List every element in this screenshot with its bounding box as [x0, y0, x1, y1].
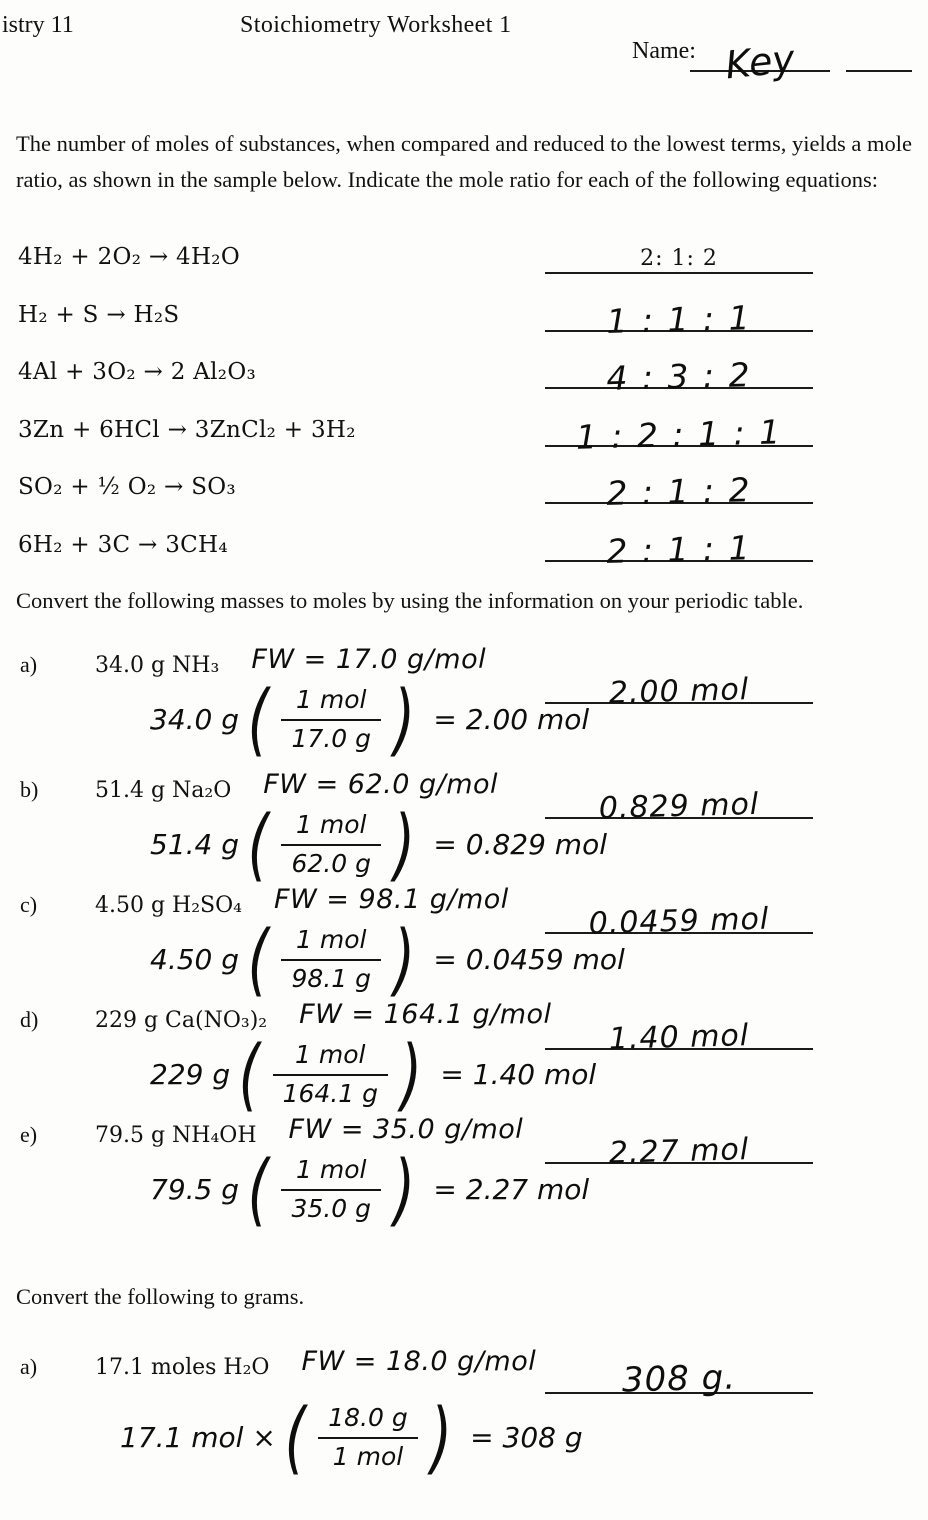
work-result: = 0.0459 mol — [433, 943, 625, 977]
answer-line — [545, 470, 813, 513]
problem-answer: 0.829 mol — [598, 786, 760, 827]
work-prefix: 229 g — [150, 1058, 231, 1092]
fraction — [273, 1041, 388, 1109]
answer-line — [545, 240, 813, 274]
open-paren: ( — [247, 674, 269, 765]
course-label: istry 11 — [2, 12, 74, 38]
work-expression — [150, 799, 607, 890]
close-paren: ) — [400, 1029, 422, 1120]
fraction-numerator: 1 mol — [281, 686, 380, 721]
open-paren: ( — [284, 1392, 306, 1483]
fraction-numerator: 1 mol — [281, 811, 380, 846]
problem-answer: 0.0459 mol — [588, 901, 770, 942]
ratio-answer: 1 : 1 : 1 — [605, 297, 753, 341]
work-expression — [150, 1144, 590, 1235]
answer-line — [545, 355, 813, 398]
ratio-row — [0, 355, 928, 413]
close-paren: ) — [393, 914, 415, 1005]
fraction-denominator: 1 mol — [332, 1441, 404, 1471]
problem-label: e) — [20, 1122, 38, 1147]
work-prefix: 4.50 g — [150, 943, 240, 977]
ratio-answer: 4 : 3 : 2 — [605, 355, 753, 398]
work-prefix: 51.4 g — [150, 828, 240, 862]
work-prefix: 17.1 mol × — [120, 1421, 276, 1455]
ratio-answer: 1 : 2 : 1 : 1 — [575, 411, 783, 457]
equation-text: 4Al + 3O₂ → 2 Al₂O₃ — [18, 359, 257, 385]
problem-head — [20, 999, 552, 1034]
equation-text: 3Zn + 6HCl → 3ZnCl₂ + 3H₂ — [18, 416, 356, 443]
work-expression — [120, 1392, 583, 1483]
answer-line — [545, 1124, 813, 1171]
equation-text: 4H₂ + 2O₂ → 4H₂O — [18, 244, 240, 270]
work-result: = 0.829 mol — [433, 828, 607, 862]
ratio-row — [0, 240, 928, 298]
problem-answer: 308 g. — [621, 1357, 737, 1401]
fraction-denominator: 98.1 g — [291, 963, 371, 993]
problem-given: 51.4 g Na₂O — [95, 778, 232, 803]
ratio-answer: 2 : 1 : 1 — [605, 527, 753, 571]
section-heading-grams: Convert the following to grams. — [16, 1284, 305, 1309]
problem-label: a) — [20, 1354, 38, 1379]
name-label: Name: — [632, 38, 696, 64]
problem-head — [20, 1114, 524, 1149]
problem-label: a) — [20, 652, 38, 677]
close-paren: ) — [393, 674, 415, 765]
fraction-denominator: 35.0 g — [291, 1193, 371, 1223]
work-prefix: 34.0 g — [150, 703, 240, 737]
ratio-answer: 2 : 1 : 2 — [605, 470, 753, 513]
fraction — [281, 926, 380, 994]
open-paren: ( — [247, 1144, 269, 1235]
fraction-numerator: 1 mol — [281, 926, 380, 961]
close-paren: ) — [393, 799, 415, 890]
page-title: Stoichiometry Worksheet 1 — [240, 12, 512, 38]
work-expression — [150, 1029, 597, 1120]
fraction — [281, 811, 380, 879]
equation-text: SO₂ + ½ O₂ → SO₃ — [18, 474, 236, 500]
answer-line — [545, 1354, 813, 1401]
formula-weight-note: FW = 18.0 g/mol — [301, 1346, 537, 1377]
name-value: Key — [723, 36, 797, 88]
problem-given: 4.50 g H₂SO₄ — [95, 893, 242, 918]
ratio-answer: 2: 1: 2 — [640, 246, 718, 271]
problem-answer: 1.40 mol — [608, 1018, 750, 1057]
answer-line — [545, 411, 813, 457]
fraction — [281, 1156, 380, 1224]
close-paren: ) — [393, 1144, 415, 1235]
open-paren: ( — [247, 914, 269, 1005]
open-paren: ( — [238, 1029, 260, 1120]
equation-text: H₂ + S → H₂S — [18, 301, 180, 328]
answer-line — [545, 664, 813, 711]
work-result: = 2.00 mol — [433, 703, 590, 737]
fraction — [318, 1404, 417, 1472]
formula-weight-note: FW = 17.0 g/mol — [251, 644, 487, 675]
ratio-row — [0, 470, 928, 528]
formula-weight-note: FW = 62.0 g/mol — [263, 769, 499, 800]
problem-given: 79.5 g NH₄OH — [95, 1123, 257, 1148]
work-prefix: 79.5 g — [150, 1173, 240, 1207]
work-result: = 2.27 mol — [433, 1173, 590, 1207]
problem-answer: 2.00 mol — [608, 672, 750, 711]
problem-head — [20, 1346, 537, 1381]
problem-label: c) — [20, 892, 38, 917]
problem-given: 229 g Ca(NO₃)₂ — [95, 1008, 268, 1033]
fraction — [281, 686, 380, 754]
intro-paragraph: The number of moles of substances, when compared and reduced to the lowest terms, yields a mole ratio, as shown in the sample below. Indicate the mole ratio for each of the following equations: — [16, 131, 912, 192]
problem-block — [0, 1342, 928, 1492]
name-line-secondary — [846, 26, 912, 72]
fraction-denominator: 164.1 g — [282, 1078, 378, 1108]
close-paren: ) — [430, 1392, 452, 1483]
fraction-numerator: 1 mol — [273, 1041, 388, 1076]
fraction-numerator: 18.0 g — [318, 1404, 417, 1439]
work-expression — [150, 674, 590, 765]
work-result: = 1.40 mol — [440, 1058, 597, 1092]
answer-line — [545, 527, 813, 571]
ratio-row — [0, 413, 928, 471]
open-paren: ( — [247, 799, 269, 890]
formula-weight-note: FW = 164.1 g/mol — [299, 999, 552, 1030]
formula-weight-note: FW = 98.1 g/mol — [274, 884, 509, 915]
section-heading-masses: Convert the following masses to moles by using the information on your periodic table. — [16, 588, 804, 613]
answer-line — [545, 894, 813, 942]
ratio-row — [0, 298, 928, 356]
answer-line — [545, 1010, 813, 1057]
problem-given: 17.1 moles H₂O — [95, 1355, 270, 1380]
problem-label: b) — [20, 777, 39, 802]
answer-line — [545, 779, 813, 827]
equation-text: 6H₂ + 3C → 3CH₄ — [18, 531, 228, 558]
problem-given: 34.0 g NH₃ — [95, 653, 220, 678]
fraction-denominator: 17.0 g — [291, 723, 371, 753]
problem-answer: 2.27 mol — [608, 1132, 750, 1171]
work-result: = 308 g — [470, 1421, 583, 1455]
fraction-numerator: 1 mol — [281, 1156, 380, 1191]
ratio-row — [0, 528, 928, 586]
fraction-denominator: 62.0 g — [291, 848, 371, 878]
problem-label: d) — [20, 1007, 39, 1032]
answer-line — [545, 297, 813, 341]
problem-block — [0, 1110, 928, 1260]
formula-weight-note: FW = 35.0 g/mol — [288, 1114, 524, 1145]
name-line — [690, 26, 830, 88]
